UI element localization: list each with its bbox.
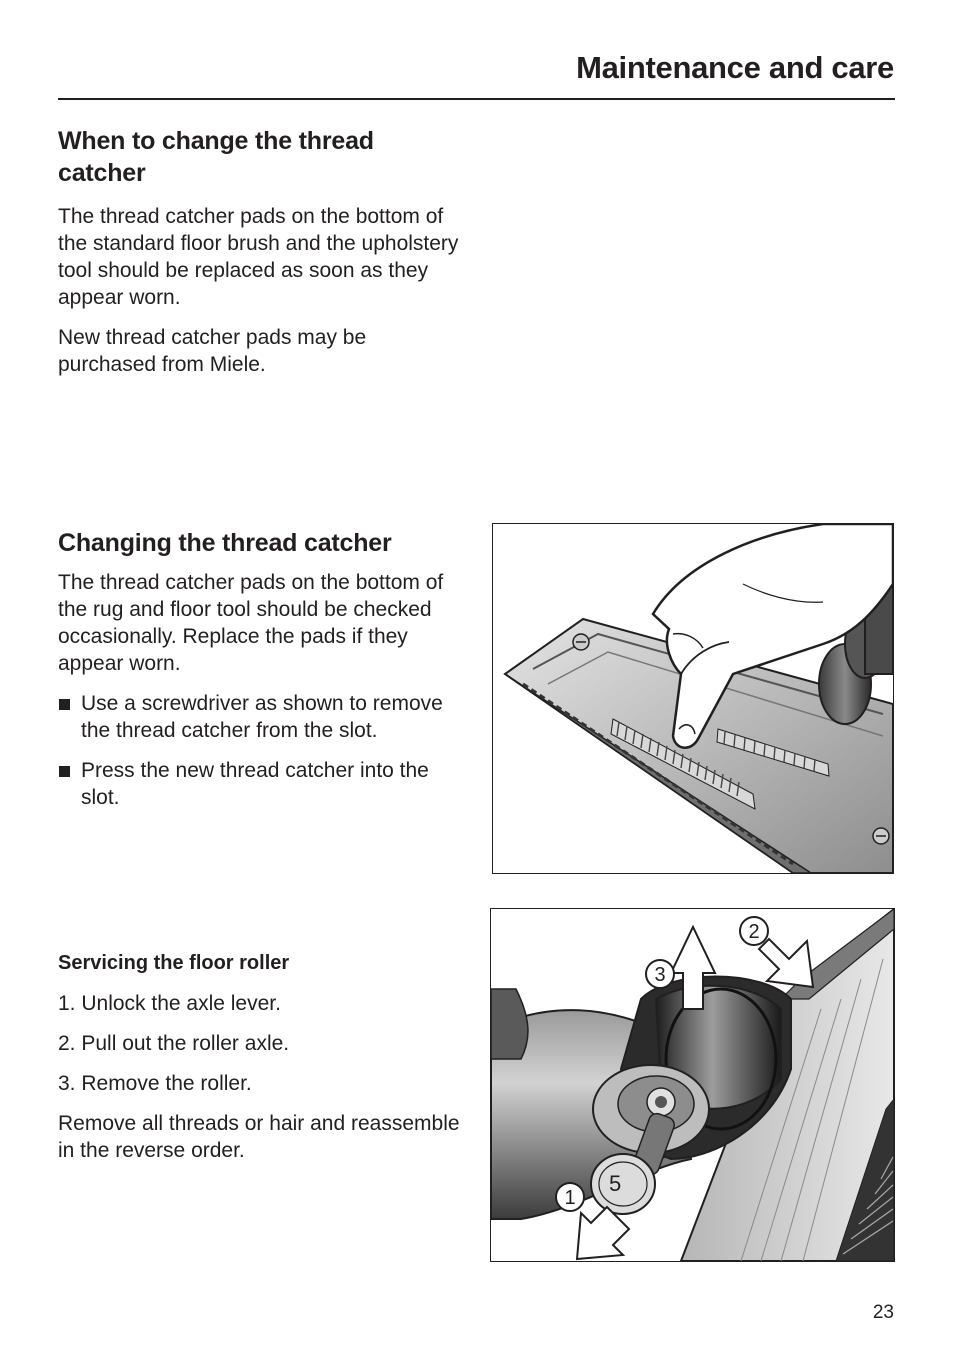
- section-changing-thread-catcher: [58, 527, 468, 824]
- square-bullet-icon: [59, 699, 70, 710]
- paragraph: New thread catcher pads may be purchased from Miele.: [58, 326, 367, 376]
- header-divider: [58, 98, 895, 100]
- callout-3-label: 3: [654, 964, 666, 986]
- callout-2-label: 2: [748, 921, 760, 943]
- step-item: 2. Pull out the roller axle.: [58, 1032, 290, 1055]
- section-heading: When to change the thread catcher: [58, 127, 374, 187]
- floor-roller-illustration: [491, 909, 894, 1261]
- thread-catcher-illustration: [493, 524, 893, 873]
- instruction-list: [58, 690, 468, 811]
- paragraph: The thread catcher pads on the bottom of the rug and floor tool should be checked occasionally. Replace the pads if they appear worn.: [58, 571, 444, 675]
- step-item: 1. Unlock the axle lever.: [58, 992, 281, 1015]
- callout-1: [556, 1183, 584, 1211]
- list-item: [58, 690, 468, 744]
- subsection-heading: Servicing the floor roller: [58, 952, 290, 974]
- square-bullet-icon: [59, 766, 70, 777]
- section-servicing-floor-roller: [58, 950, 468, 1177]
- figure-floor-roller-illustration: [490, 908, 895, 1262]
- page-header-title: Maintenance and care: [576, 50, 894, 85]
- section-heading: Changing the thread catcher: [58, 529, 392, 557]
- list-item-text: Press the new thread catcher into the slot.: [81, 759, 429, 809]
- list-item: [58, 757, 468, 811]
- list-item-text: Use a screwdriver as shown to remove the thread catcher from the slot.: [81, 692, 443, 742]
- section-when-to-change: [58, 125, 468, 378]
- callout-1-label: 1: [564, 1187, 576, 1209]
- svg-text:5: 5: [609, 1171, 622, 1196]
- figure-thread-catcher-illustration: [492, 523, 894, 874]
- callout-2: [740, 917, 768, 945]
- paragraph: The thread catcher pads on the bottom of the standard floor brush and the upholstery tool should be replaced as soon as they appear worn.: [58, 205, 459, 309]
- page-number: 23: [872, 1302, 894, 1323]
- step-item: 3. Remove the roller.: [58, 1072, 252, 1095]
- callout-3: [646, 960, 674, 988]
- paragraph: Remove all threads or hair and reassemble in the reverse order.: [58, 1112, 460, 1162]
